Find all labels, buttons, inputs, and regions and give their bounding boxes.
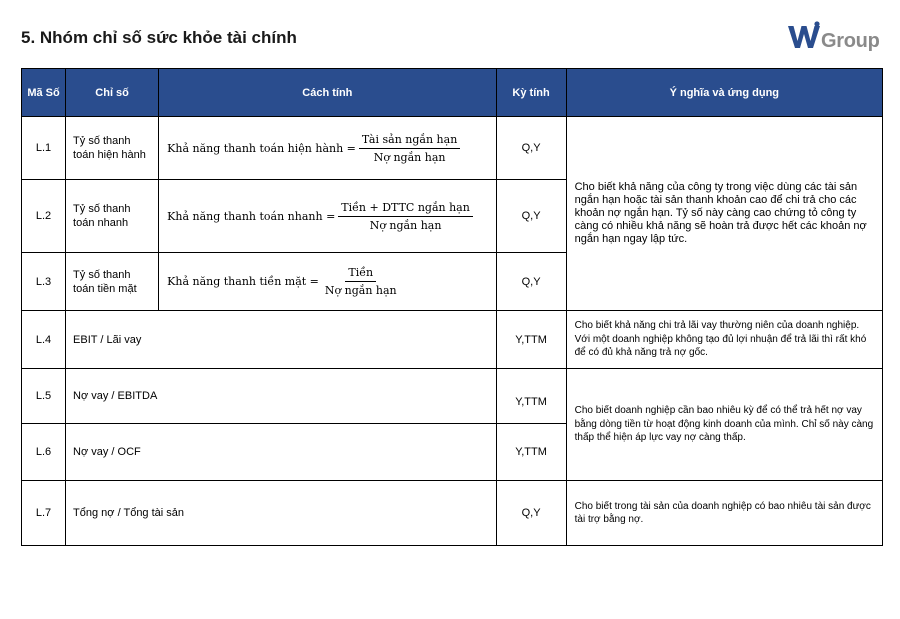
row-period: Q,Y [496, 180, 566, 253]
row-period: Q,Y [496, 481, 566, 546]
formula-denominator: Nợ ngắn hạn [324, 284, 397, 297]
formula-label: Khả năng thanh toán hiện hành = [167, 141, 356, 155]
row-meaning: Cho biết khả năng chi trả lãi vay thường niên của doanh nghiệp. Với một doanh nghiệp không tạo đủ lợi nhuận để trả lãi thì rất khó để có đủ khả năng trả nợ gốc. [566, 311, 882, 369]
row-meaning-liquidity: Cho biết khả năng của công ty trong việc dùng các tài sản ngắn hạn hoặc tài sản thanh khoản cao để chi trả cho các khoản nợ ngắn hạn. Tỷ số này càng cao chứng tỏ công ty càng có nhiều khả năng sẽ hoàn trả được hết các khoản nợ ngắn hạn ngay lập tức. [566, 117, 882, 311]
row-formula [159, 117, 496, 180]
row-formula [159, 253, 496, 311]
column-header-name: Chỉ số [66, 69, 159, 117]
row-period: Y,TTM [496, 424, 566, 481]
row-name: Tỷ số thanh toán hiện hành [66, 117, 159, 180]
row-name: Tổng nợ / Tổng tài sản [66, 481, 496, 546]
formula-denominator: Nợ ngắn hạn [369, 218, 442, 232]
formula-fraction [322, 266, 400, 297]
table-row [22, 481, 883, 546]
column-header-code: Mã Số [22, 69, 66, 117]
formula-numerator: Tài sản ngắn hạn [359, 133, 460, 149]
table-row [22, 117, 883, 180]
logo-text: Group [821, 30, 880, 52]
row-code: L.4 [22, 311, 66, 369]
formula-numerator: Tiền + DTTC ngắn hạn [338, 201, 473, 217]
formula-fraction [359, 133, 460, 164]
row-code: L.1 [22, 117, 66, 180]
logo-w-mark-icon [787, 20, 823, 54]
table-header-row [22, 69, 883, 117]
row-code: L.7 [22, 481, 66, 546]
column-header-formula: Cách tính [159, 69, 496, 117]
row-meaning-debt: Cho biết doanh nghiệp cần bao nhiêu kỳ để có thể trả hết nợ vay bằng dòng tiền từ hoạt động kinh doanh của mình. Chỉ số này càng thấp thể hiện áp lực vay nợ càng thấp. [566, 369, 882, 481]
row-formula [159, 180, 496, 253]
formula-label: Khả năng thanh toán nhanh = [167, 209, 336, 223]
row-name: Tỷ số thanh toán nhanh [66, 180, 159, 253]
column-header-meaning: Ý nghĩa và ứng dụng [566, 69, 882, 117]
row-period: Q,Y [496, 117, 566, 180]
formula-denominator: Nợ ngắn hạn [373, 150, 446, 164]
row-meaning: Cho biết trong tài sản của doanh nghiệp có bao nhiêu tài sản được tài trợ bằng nợ. [566, 481, 882, 546]
row-name: Nợ vay / OCF [66, 424, 496, 481]
row-code: L.6 [22, 424, 66, 481]
formula-fraction [338, 201, 473, 232]
row-name: EBIT / Lãi vay [66, 311, 496, 369]
row-code: L.3 [22, 253, 66, 311]
formula-numerator: Tiền [345, 266, 376, 282]
row-code: L.2 [22, 180, 66, 253]
formula-label: Khả năng thanh tiền mặt = [167, 275, 319, 288]
company-logo [787, 20, 883, 54]
page-title: 5. Nhóm chỉ số sức khỏe tài chính [21, 28, 297, 47]
row-period: Y,TTM [496, 369, 566, 424]
row-name: Nợ vay / EBITDA [66, 369, 496, 424]
row-code: L.5 [22, 369, 66, 424]
column-header-period: Kỳ tính [496, 69, 566, 117]
financial-health-table [21, 68, 883, 546]
row-period: Q,Y [496, 253, 566, 311]
table-row [22, 311, 883, 369]
row-period: Y,TTM [496, 311, 566, 369]
table-row [22, 369, 883, 424]
row-name: Tỷ số thanh toán tiền mặt [66, 253, 159, 311]
